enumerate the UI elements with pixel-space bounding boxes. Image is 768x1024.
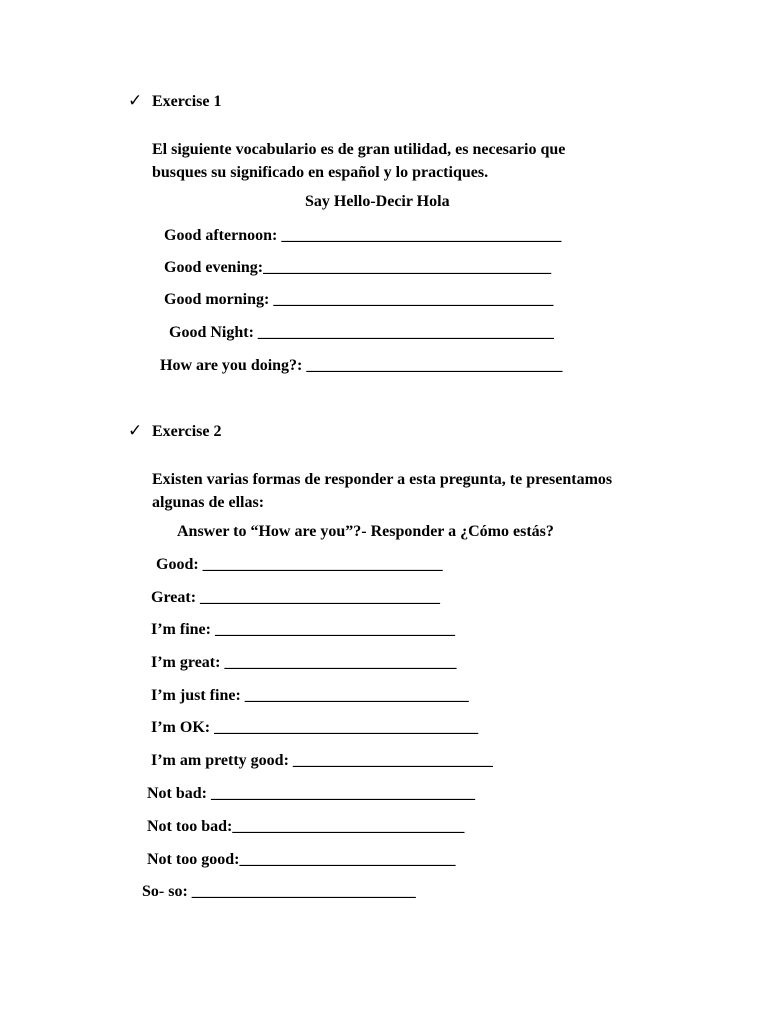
answer-item-im-fine: I’m fine: ______________________________ [151, 621, 455, 638]
exercise-2-subtitle: Answer to “How are you”?- Responder a ¿Cómo estás? [177, 523, 554, 540]
checkmark-icon: ✓ [128, 91, 143, 111]
exercise-1-paragraph-line-1: El siguiente vocabulario es de gran utilidad, es necesario que [152, 141, 566, 158]
exercise-2-paragraph-line-2: algunas de ellas: [152, 494, 265, 511]
answer-item-not-too-bad: Not too bad:_____________________________ [147, 818, 465, 835]
vocab-item-good-afternoon: Good afternoon: ___________________________________ [164, 227, 562, 244]
vocab-item-good-night: Good Night: _____________________________________ [169, 324, 554, 341]
answer-item-great: Great: ______________________________ [151, 589, 441, 606]
vocab-item-good-morning: Good morning: ___________________________________ [164, 291, 554, 308]
answer-item-im-great: I’m great: _____________________________ [151, 654, 457, 671]
exercise-1-subtitle: Say Hello-Decir Hola [305, 193, 450, 210]
exercise-1-paragraph-line-2: busques su significado en español y lo practiques. [152, 164, 489, 181]
checkmark-icon: ✓ [128, 421, 143, 441]
answer-item-not-too-good: Not too good:___________________________ [147, 851, 456, 868]
answer-item-im-ok: I’m OK: _________________________________ [151, 719, 479, 736]
exercise-1-title: Exercise 1 [152, 93, 222, 110]
exercise-2-title: Exercise 2 [152, 423, 222, 440]
vocab-item-good-evening: Good evening:____________________________________ [164, 259, 552, 276]
answer-item-im-am-pretty-good: I’m am pretty good: _________________________ [151, 752, 493, 769]
answer-item-so-so: So- so: ____________________________ [142, 883, 416, 900]
exercise-1-paragraph [152, 138, 565, 184]
answer-item-good: Good: ______________________________ [156, 556, 443, 573]
answer-item-im-just-fine: I’m just fine: ____________________________ [151, 687, 469, 704]
exercise-2-paragraph [152, 468, 612, 514]
exercise-2-paragraph-line-1: Existen varias formas de responder a esta pregunta, te presentamos [152, 471, 613, 488]
answer-item-not-bad: Not bad: _________________________________ [147, 785, 476, 802]
vocab-item-how-are-you-doing: How are you doing?: ________________________________ [160, 357, 563, 374]
